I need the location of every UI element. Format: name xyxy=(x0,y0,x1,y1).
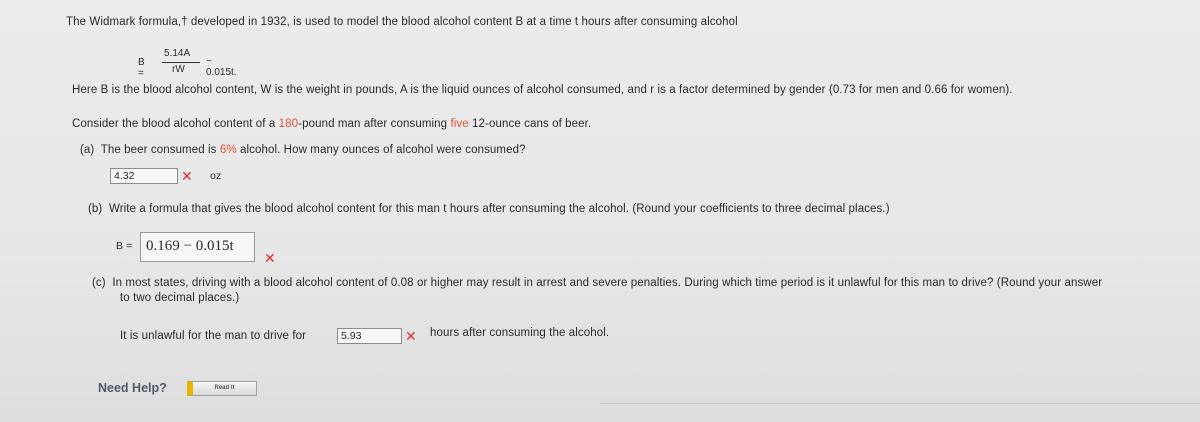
part-b-text: Write a formula that gives the blood alcohol content for this man t hours after consuming the alcohol. (Round your coefficients to three decimal places.) xyxy=(108,203,890,215)
part-b-question xyxy=(88,203,890,215)
weight-value: 180 xyxy=(278,118,299,130)
fraction-bar xyxy=(162,62,200,63)
consider-text xyxy=(72,118,591,130)
definition-text: Here B is the blood alcohol content, W is the weight in pounds, A is the liquid ounces of alcohol consumed, and r is a factor determined by gender (0.73 for men and 0.66 for women). xyxy=(72,84,1013,96)
x-mark-icon: ✕ xyxy=(264,250,276,266)
part-c-line2: to two decimal places.) xyxy=(120,292,240,304)
percent-value: 6% xyxy=(219,144,237,156)
part-a-label: (a) xyxy=(80,144,95,156)
part-c-question xyxy=(92,277,1102,289)
consider-post: 12-ounce cans of beer. xyxy=(468,118,592,130)
x-mark-icon: ✕ xyxy=(405,328,417,344)
formula-lhs: B = xyxy=(138,57,145,79)
part-c-answer-pre: It is unlawful for the man to drive for xyxy=(120,330,307,342)
need-help-label: Need Help? xyxy=(98,381,167,395)
count-value: five xyxy=(450,118,469,130)
part-a-unit: oz xyxy=(210,170,222,182)
formula-rhs: − 0.015t. xyxy=(206,56,237,78)
part-b-answer-field[interactable]: 0.169 − 0.015t xyxy=(140,232,255,262)
consider-pre: Consider the blood alcohol content of a xyxy=(72,118,279,130)
formula-numerator: 5.14A xyxy=(164,48,191,59)
part-a-answer-field[interactable]: 4.32 xyxy=(110,168,178,184)
part-a-q-pre: The beer consumed is xyxy=(100,144,220,156)
read-it-button[interactable]: Read It xyxy=(187,381,257,396)
divider xyxy=(600,403,1200,404)
part-b-lhs: B = xyxy=(116,240,133,252)
intro-text: The Widmark formula,† developed in 1932, is used to model the blood alcohol content B at a time t hours after consuming alcohol xyxy=(66,16,738,28)
part-a-question xyxy=(80,144,526,156)
formula-denominator: rW xyxy=(172,64,185,75)
part-c-answer-post: hours after consuming the alcohol. xyxy=(430,327,610,339)
consider-mid: -pound man after consuming xyxy=(298,118,451,130)
part-a-q-post: alcohol. How many ounces of alcohol were consumed? xyxy=(236,144,526,156)
part-c-answer-field[interactable]: 5.93 xyxy=(337,328,402,344)
part-b-label: (b) xyxy=(88,203,103,215)
part-c-label: (c) xyxy=(92,277,106,289)
part-c-line1: In most states, driving with a blood alcohol content of 0.08 or higher may result in arrest and severe penalties. During which time period is it unlawful for this man to drive? (Round your answer xyxy=(112,277,1103,289)
x-mark-icon: ✕ xyxy=(181,168,193,184)
